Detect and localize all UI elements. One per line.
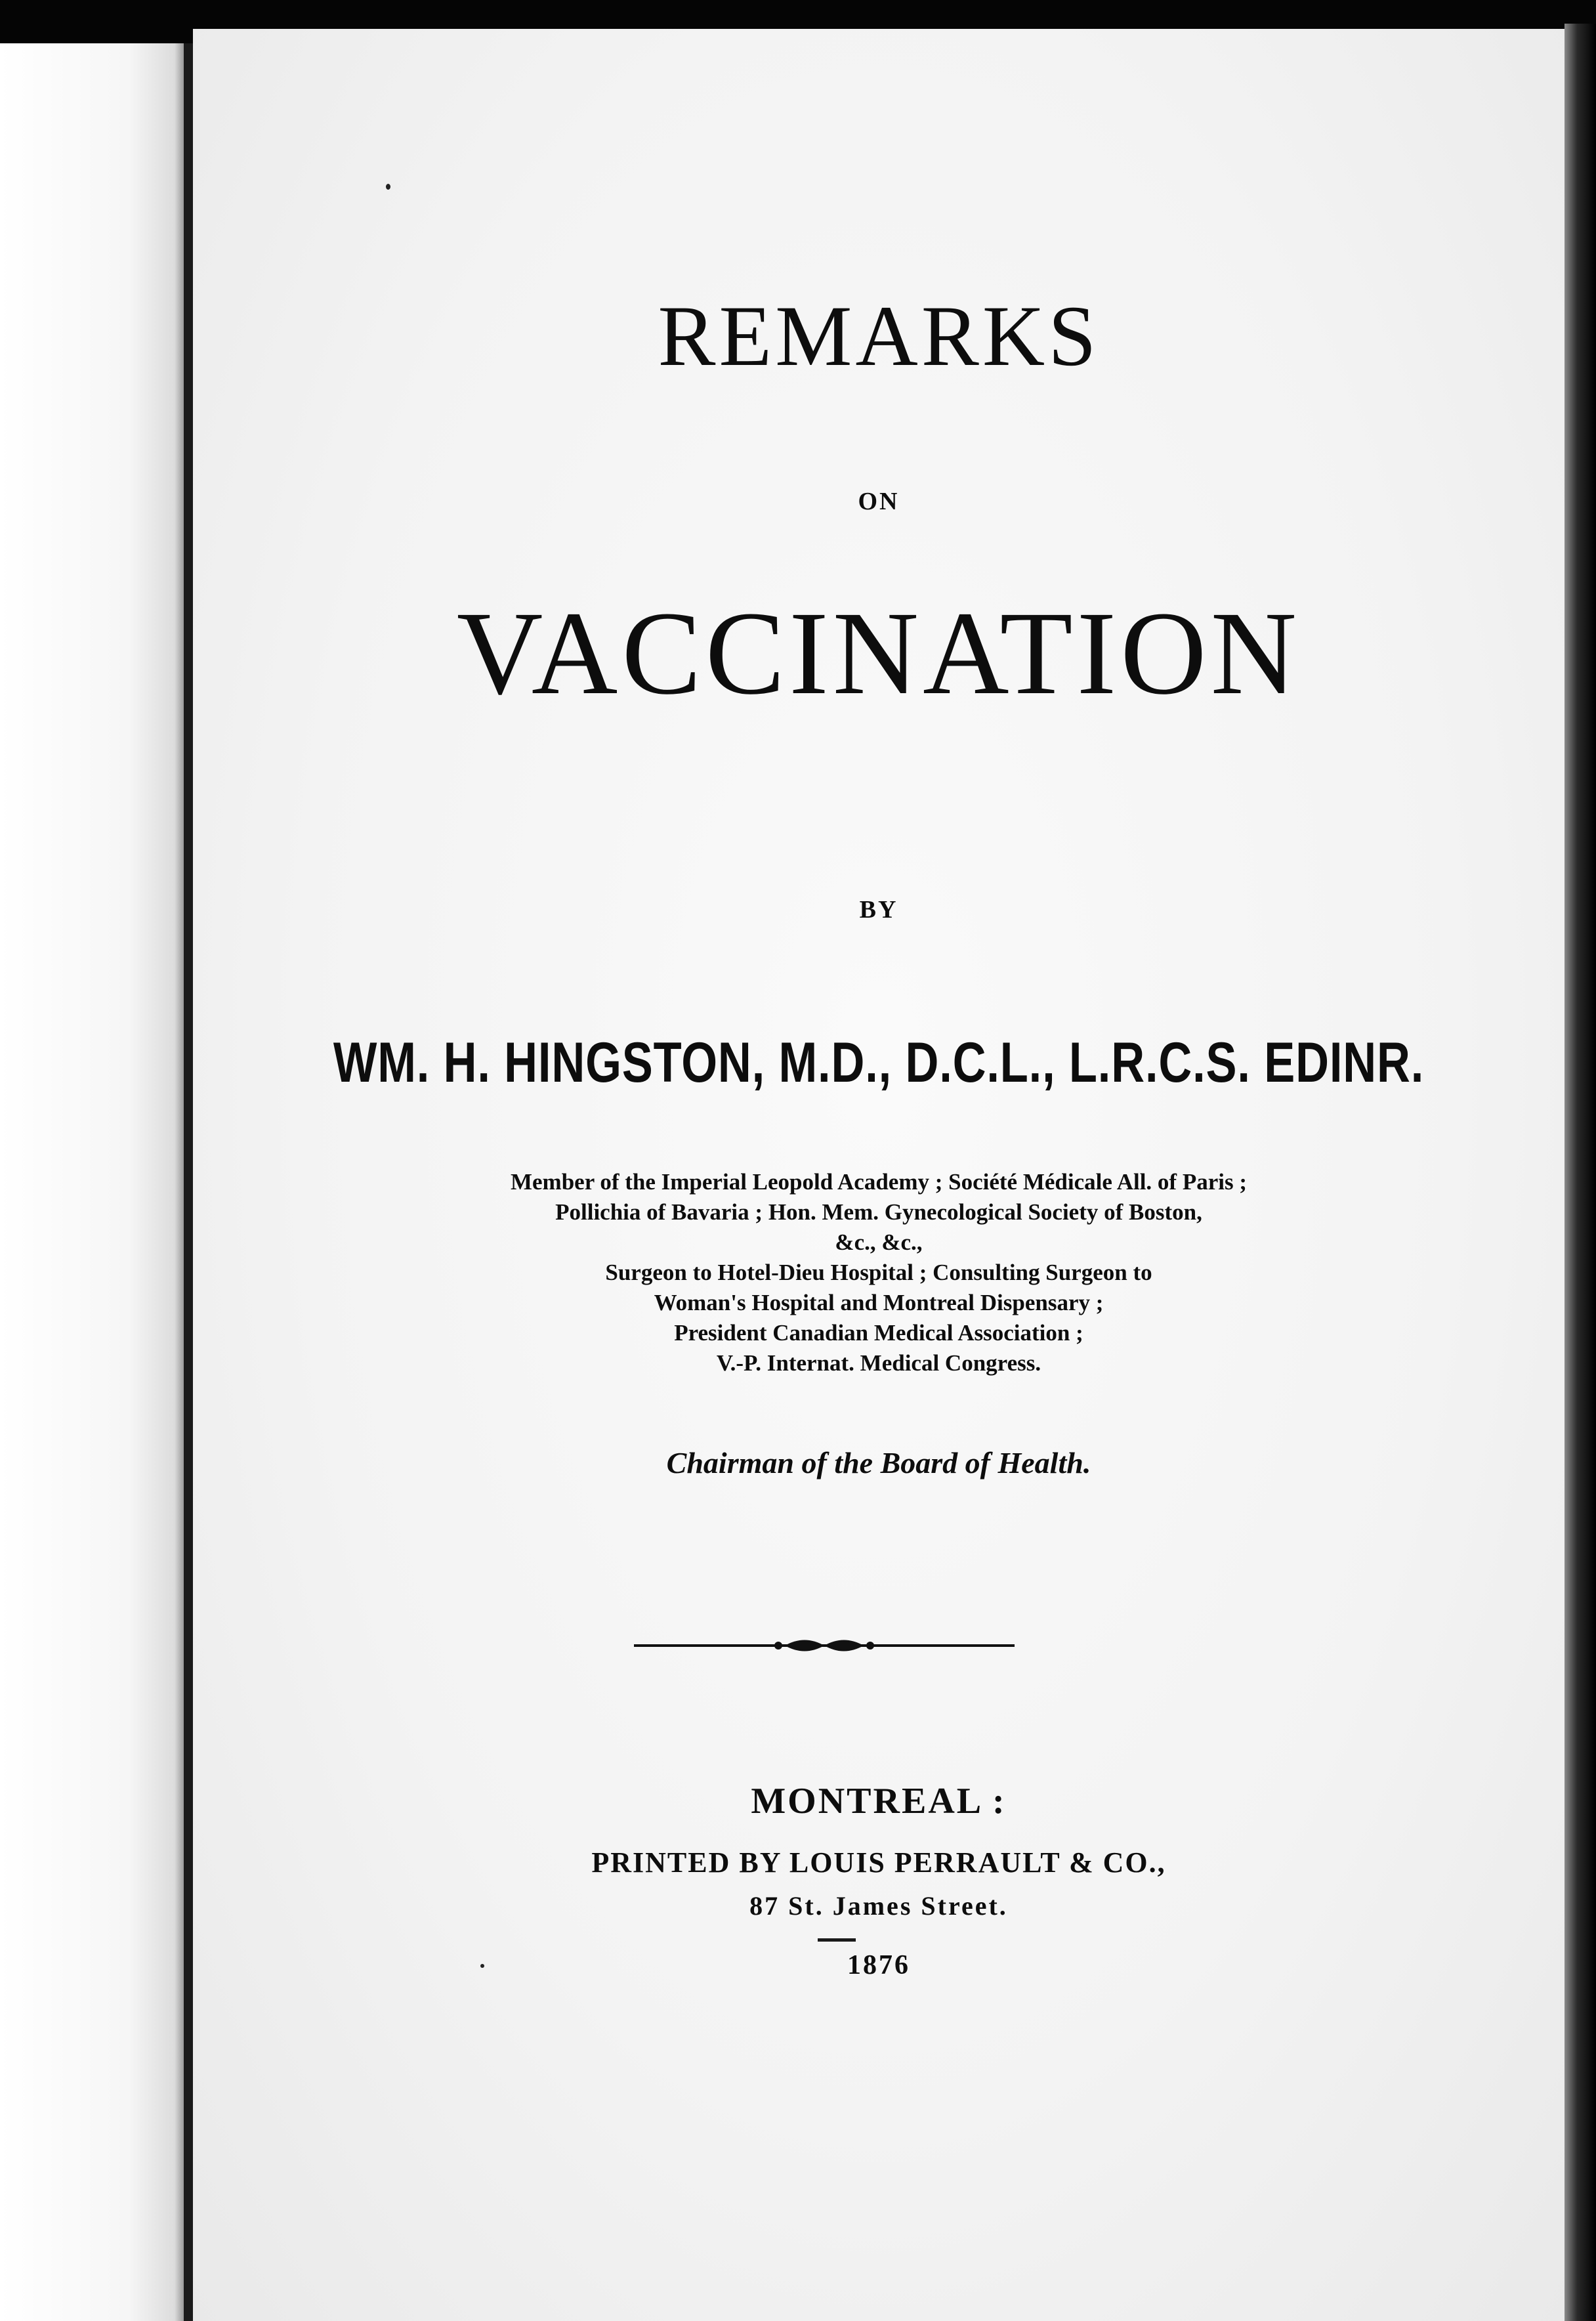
previous-leaf-edge xyxy=(0,43,184,2321)
title-vaccination: VACCINATION xyxy=(456,587,1301,719)
ink-speck xyxy=(386,184,390,190)
credential-line: Member of the Imperial Leopold Academy ; Société Médicale All. of Paris ; xyxy=(510,1169,1248,1195)
credential-line: President Canadian Medical Association ; xyxy=(674,1320,1083,1346)
imprint-year: 1876 xyxy=(847,1950,910,1980)
chairman-line: Chairman of the Board of Health. xyxy=(666,1446,1091,1480)
author-credentials xyxy=(193,1167,1564,1378)
credential-line: V.-P. Internat. Medical Congress. xyxy=(716,1350,1041,1376)
credential-line: Woman's Hospital and Montreal Dispensary ; xyxy=(654,1290,1104,1315)
page-right-edge xyxy=(1564,24,1596,2321)
title-on: ON xyxy=(858,488,900,515)
title-remarks: REMARKS xyxy=(658,287,1100,384)
gutter-shadow xyxy=(184,43,193,2321)
credential-line: &c., &c., xyxy=(835,1229,923,1255)
author-name: WM. H. HINGSTON, M.D., D.C.L., L.R.C.S. EDINR. xyxy=(333,1031,1425,1094)
imprint-place: MONTREAL : xyxy=(751,1781,1007,1821)
imprint-printer: PRINTED BY LOUIS PERRAULT & CO., xyxy=(591,1846,1166,1879)
short-rule xyxy=(818,1938,856,1942)
ornamental-rule xyxy=(634,1629,1015,1662)
credential-line: Pollichia of Bavaria ; Hon. Mem. Gynecological Society of Boston, xyxy=(555,1199,1202,1225)
imprint-address: 87 St. James Street. xyxy=(749,1891,1008,1921)
credential-line: Surgeon to Hotel-Dieu Hospital ; Consulting Surgeon to xyxy=(605,1260,1152,1285)
byline-by: BY xyxy=(859,896,898,924)
